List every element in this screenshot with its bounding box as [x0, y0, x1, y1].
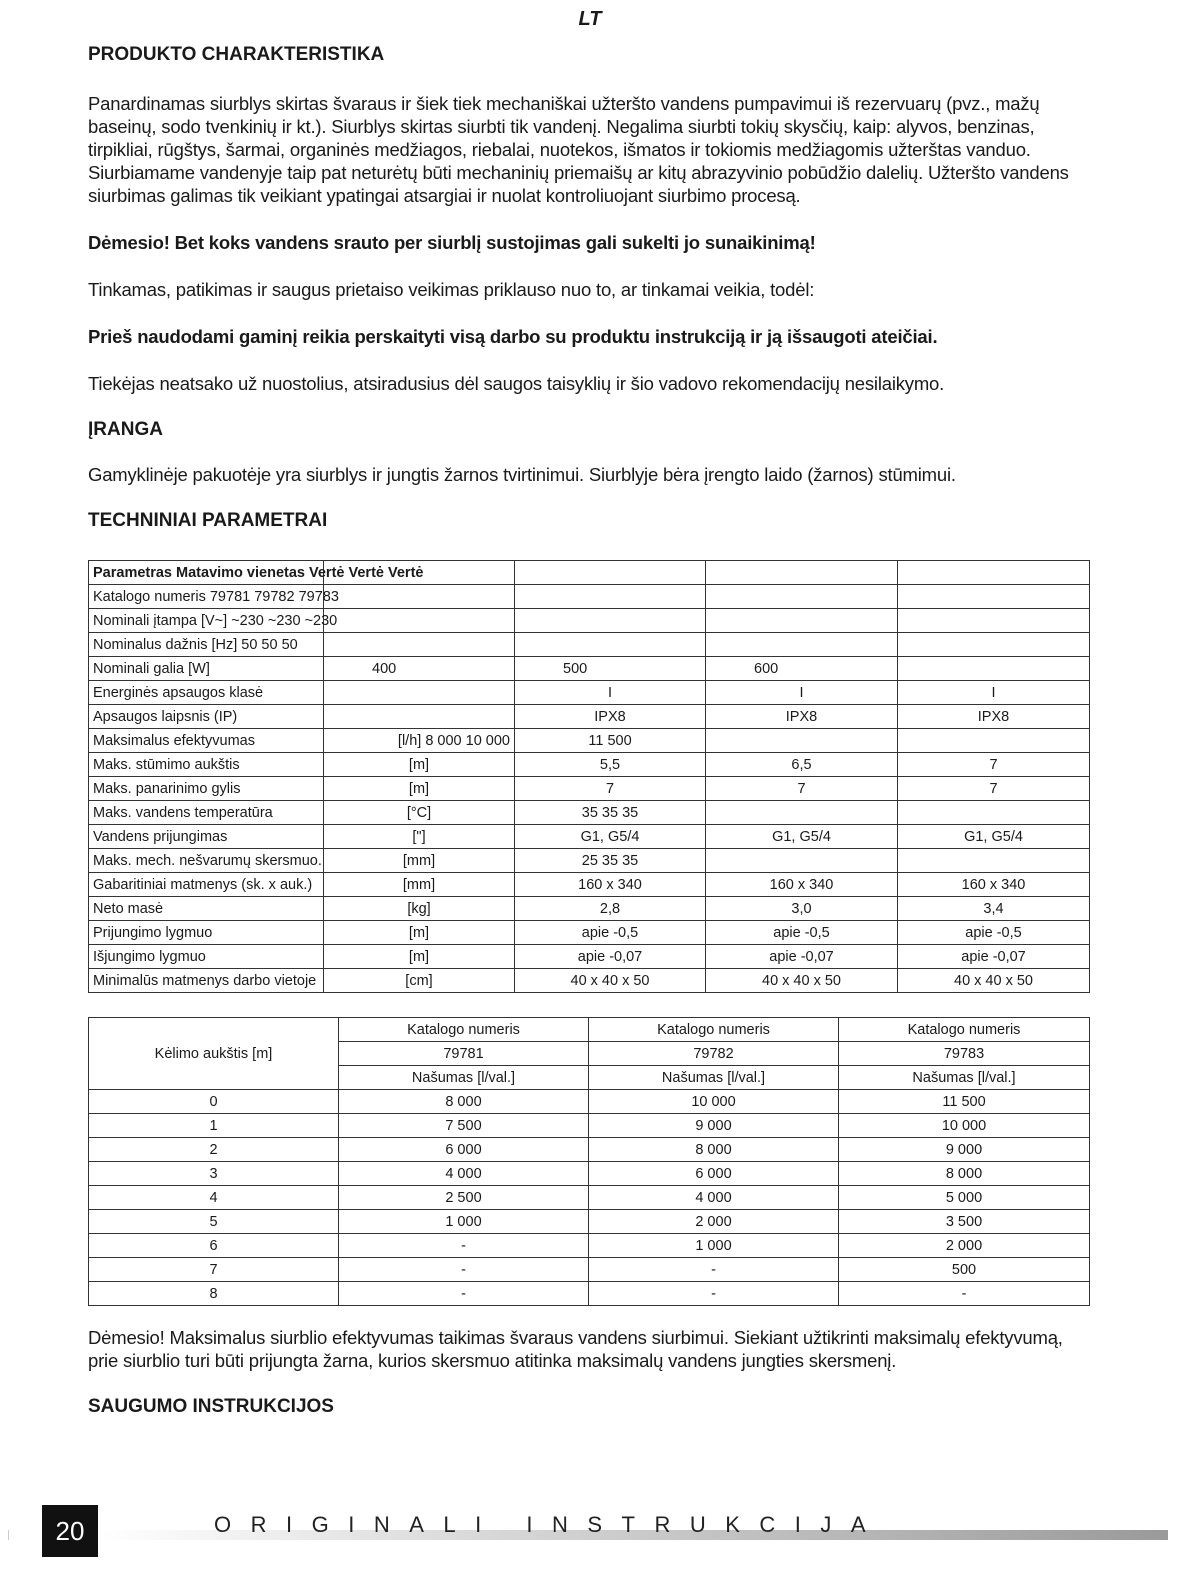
flow-value-cell: 9 000	[839, 1138, 1090, 1162]
paragraph-intro: Panardinamas siurblys skirtas švaraus ir šiek tiek mechaniškai užteršto vandens pumpavimui iš rezervuarų (pvz., mažų baseinų, sodo tvenkinių ir kt.). Siurblys skirtas siurbti tik vandenį. Negalima siurbti tokių skysčių, kaip: alyvos, benzinas, tirpikliai, rūgštys, šarmai, organinės medžiagos, riebalai, nuotekos, išmatos ir tokiomis medžiagomis užterštas vanduo. Siurbiamame vandenyje taip pat neturėtų būti mechaninių priemaišų ar kitų abrazyvinio pobūdžio dalelių. Užteršto vandens siurbimas galimas tik veikiant ypatingai atsargiai ir nuolat kontroliuojant siurbimo procesą.	[88, 93, 1069, 206]
table-cell: apie -0,07	[515, 945, 706, 969]
table-row	[89, 777, 1090, 801]
parameter-name-cell: Nominali įtampa [V~] ~230 ~230 ~230	[89, 609, 324, 633]
table-cell: 25 35 35	[515, 849, 706, 873]
flow-value-cell: 7 500	[339, 1114, 589, 1138]
table-cell	[898, 729, 1090, 753]
parameter-name-cell: Maks. stūmimo aukštis	[89, 753, 324, 777]
flow-value-cell: -	[339, 1258, 589, 1282]
catalog-label-cell: Katalogo numeris	[339, 1018, 589, 1042]
table-cell	[324, 585, 515, 609]
table-cell: [m]	[324, 945, 515, 969]
table-row	[89, 1258, 1090, 1282]
flow-value-cell: -	[339, 1282, 589, 1306]
table-cell: 3,0	[706, 897, 898, 921]
table-cell	[706, 633, 898, 657]
catalog-label-cell: Katalogo numeris	[839, 1018, 1090, 1042]
table-cell	[515, 633, 706, 657]
table-cell: 7	[898, 753, 1090, 777]
parameter-name-cell: Minimalūs matmenys darbo vietoje	[89, 969, 324, 993]
paragraph-warning: Dėmesio! Bet koks vandens srauto per siurblį sustojimas gali sukelti jo sunaikinimą!	[88, 232, 816, 253]
table-row	[89, 609, 1090, 633]
performance-table	[88, 1017, 1090, 1306]
table-cell	[515, 561, 706, 585]
table-header-cell: Parametras Matavimo vienetas Vertė Vertė Vertė	[89, 561, 324, 585]
lift-height-cell: 0	[89, 1090, 339, 1114]
lift-height-cell: 6	[89, 1234, 339, 1258]
table-cell: 7	[515, 777, 706, 801]
flow-value-cell: 6 000	[339, 1138, 589, 1162]
table-cell: 2,8	[515, 897, 706, 921]
table-cell	[324, 633, 515, 657]
content-column	[88, 40, 1090, 1420]
table-row	[89, 585, 1090, 609]
table-cell	[898, 585, 1090, 609]
table-row	[89, 729, 1090, 753]
parameter-name-cell: Nominalus dažnis [Hz] 50 50 50	[89, 633, 324, 657]
flow-value-cell: 9 000	[589, 1114, 839, 1138]
table-cell	[706, 849, 898, 873]
table-cell: 3,4	[898, 897, 1090, 921]
flow-value-cell: -	[839, 1282, 1090, 1306]
catalog-label-cell: Katalogo numeris	[589, 1018, 839, 1042]
parameter-name-cell: Maks. panarinimo gylis	[89, 777, 324, 801]
paragraph-liability: Tiekėjas neatsako už nuostolius, atsiradusius dėl saugos taisyklių ir šio vadovo rekomendacijų nesilaikymo.	[88, 373, 945, 394]
flow-value-cell: 10 000	[839, 1114, 1090, 1138]
lift-height-cell: 4	[89, 1186, 339, 1210]
section-title-product: PRODUKTO CHARAKTERISTIKA	[88, 44, 385, 65]
table-cell: I	[515, 681, 706, 705]
flow-value-cell: 8 000	[839, 1162, 1090, 1186]
flow-value-cell: 2 500	[339, 1186, 589, 1210]
table-cell	[898, 633, 1090, 657]
model-cell: 79782	[589, 1042, 839, 1066]
table-cell	[898, 657, 1090, 681]
flow-value-cell: 1 000	[589, 1234, 839, 1258]
flow-value-cell: -	[589, 1282, 839, 1306]
table-cell: G1, G5/4	[706, 825, 898, 849]
table-header-row	[89, 1018, 1090, 1042]
table-cell: G1, G5/4	[515, 825, 706, 849]
flow-value-cell: -	[339, 1234, 589, 1258]
table-cell: 5,5	[515, 753, 706, 777]
lift-height-cell: 7	[89, 1258, 339, 1282]
paragraph-read-instructions: Prieš naudodami gaminį reikia perskaityti visą darbo su produktu instrukciją ir ją išsaugoti ateičiai.	[88, 326, 938, 347]
flow-value-cell: -	[589, 1258, 839, 1282]
flow-value-cell: 8 000	[589, 1138, 839, 1162]
table-cell: 35 35 35	[515, 801, 706, 825]
table-row	[89, 705, 1090, 729]
lift-height-cell: 8	[89, 1282, 339, 1306]
lift-height-cell: 3	[89, 1162, 339, 1186]
table-row	[89, 1210, 1090, 1234]
section-title-equipment: ĮRANGA	[88, 419, 163, 440]
table-row	[89, 1282, 1090, 1306]
paragraph-equipment: Gamyklinėje pakuotėje yra siurblys ir jungtis žarnos tvirtinimui. Siurblyje bėra įrengto laido (žarnos) stūmimui.	[88, 464, 956, 485]
table-row	[89, 633, 1090, 657]
table-cell	[706, 609, 898, 633]
flow-value-cell: 2 000	[589, 1210, 839, 1234]
margin-mark	[8, 1530, 9, 1540]
page-number: 20	[42, 1505, 98, 1557]
flow-value-cell: 10 000	[589, 1090, 839, 1114]
table-row	[89, 825, 1090, 849]
table-row	[89, 849, 1090, 873]
table-cell: [cm]	[324, 969, 515, 993]
flow-value-cell: 4 000	[339, 1162, 589, 1186]
table-row	[89, 657, 1090, 681]
parameter-name-cell: Gabaritiniai matmenys (sk. x auk.)	[89, 873, 324, 897]
table-cell: 600	[706, 657, 898, 681]
table-cell	[324, 705, 515, 729]
model-cell: 79783	[839, 1042, 1090, 1066]
table-cell: [°C]	[324, 801, 515, 825]
table-cell	[515, 609, 706, 633]
flow-value-cell: 11 500	[839, 1090, 1090, 1114]
paragraph-operation: Tinkamas, patikimas ir saugus prietaiso veikimas priklauso nuo to, ar tinkamai veikia, todėl:	[88, 279, 815, 300]
lift-height-cell: 5	[89, 1210, 339, 1234]
table-cell: [l/h] 8 000 10 000	[324, 729, 515, 753]
table-cell	[324, 681, 515, 705]
paragraph-efficiency-note: Dėmesio! Maksimalus siurblio efektyvumas taikimas švaraus vandens siurbimui. Siekiant užtikrinti maksimalų efektyvumą, prie siurblio turi būti prijungta žarna, kurios skersmuo atitinka maksimalų vandens jungties skersmenį.	[88, 1327, 1063, 1371]
table-cell	[706, 729, 898, 753]
table-row	[89, 1162, 1090, 1186]
table-cell	[898, 561, 1090, 585]
table-cell	[898, 801, 1090, 825]
flow-value-cell: 8 000	[339, 1090, 589, 1114]
flow-value-cell: 1 000	[339, 1210, 589, 1234]
table-row	[89, 969, 1090, 993]
flow-value-cell: 3 500	[839, 1210, 1090, 1234]
table-cell: ["]	[324, 825, 515, 849]
table-cell: [m]	[324, 777, 515, 801]
table-cell: 400	[324, 657, 515, 681]
parameter-name-cell: Katalogo numeris 79781 79782 79783	[89, 585, 324, 609]
table-cell: apie -0,07	[706, 945, 898, 969]
parameter-name-cell: Išjungimo lygmuo	[89, 945, 324, 969]
table-cell: [kg]	[324, 897, 515, 921]
parameter-name-cell: Vandens prijungimas	[89, 825, 324, 849]
flow-label-cell: Našumas [l/val.]	[339, 1066, 589, 1090]
performance-body	[89, 1018, 1090, 1306]
table-cell: 500	[515, 657, 706, 681]
table-row	[89, 897, 1090, 921]
lift-height-cell: 1	[89, 1114, 339, 1138]
table-cell: apie -0,5	[898, 921, 1090, 945]
flow-value-cell: 6 000	[589, 1162, 839, 1186]
table-row	[89, 1090, 1090, 1114]
table-cell: IPX8	[706, 705, 898, 729]
table-row	[89, 873, 1090, 897]
table-cell: 6,5	[706, 753, 898, 777]
table-row	[89, 921, 1090, 945]
table-cell: IPX8	[515, 705, 706, 729]
table-cell: 40 x 40 x 50	[706, 969, 898, 993]
table-cell: I	[706, 681, 898, 705]
section-title-safety: SAUGUMO INSTRUKCIJOS	[88, 1396, 334, 1417]
table-cell: apie -0,5	[706, 921, 898, 945]
flow-value-cell: 4 000	[589, 1186, 839, 1210]
table-row	[89, 1138, 1090, 1162]
flow-value-cell: 500	[839, 1258, 1090, 1282]
parameter-name-cell: Apsaugos laipsnis (IP)	[89, 705, 324, 729]
parameter-name-cell: Maksimalus efektyvumas	[89, 729, 324, 753]
parameter-name-cell: Maks. mech. nešvarumų skersmuo.	[89, 849, 324, 873]
table-cell	[706, 585, 898, 609]
technical-parameters-body	[89, 561, 1090, 993]
table-cell: G1, G5/4	[898, 825, 1090, 849]
table-cell: apie -0,07	[898, 945, 1090, 969]
table-cell: 7	[898, 777, 1090, 801]
table-row	[89, 1114, 1090, 1138]
model-cell: 79781	[339, 1042, 589, 1066]
table-row	[89, 801, 1090, 825]
table-cell	[898, 849, 1090, 873]
table-cell: 40 x 40 x 50	[898, 969, 1090, 993]
table-cell: 11 500	[515, 729, 706, 753]
table-cell: apie -0,5	[515, 921, 706, 945]
table-cell: [m]	[324, 921, 515, 945]
table-cell: [mm]	[324, 873, 515, 897]
table-cell: 160 x 340	[515, 873, 706, 897]
table-row	[89, 681, 1090, 705]
table-cell	[706, 561, 898, 585]
table-cell: 160 x 340	[706, 873, 898, 897]
table-cell: 7	[706, 777, 898, 801]
language-code: LT	[578, 8, 602, 30]
table-cell: 40 x 40 x 50	[515, 969, 706, 993]
flow-label-cell: Našumas [l/val.]	[839, 1066, 1090, 1090]
lift-height-cell: 2	[89, 1138, 339, 1162]
flow-label-cell: Našumas [l/val.]	[589, 1066, 839, 1090]
parameter-name-cell: Energinės apsaugos klasė	[89, 681, 324, 705]
flow-value-cell: 5 000	[839, 1186, 1090, 1210]
table-row	[89, 753, 1090, 777]
technical-parameters-table	[88, 560, 1090, 993]
table-row	[89, 1186, 1090, 1210]
table-row	[89, 1234, 1090, 1258]
table-cell	[898, 609, 1090, 633]
parameter-name-cell: Nominali galia [W]	[89, 657, 324, 681]
table-cell: [m]	[324, 753, 515, 777]
table-cell	[324, 609, 515, 633]
table-row	[89, 945, 1090, 969]
table-cell	[706, 801, 898, 825]
table-cell: IPX8	[898, 705, 1090, 729]
footer-title: ORIGINALI INSTRUKCIJA	[214, 1512, 886, 1537]
lift-height-header: Kėlimo aukštis [m]	[89, 1018, 339, 1090]
section-title-technical: TECHNINIAI PARAMETRAI	[88, 510, 328, 531]
parameter-name-cell: Neto masė	[89, 897, 324, 921]
table-cell: 160 x 340	[898, 873, 1090, 897]
table-cell: [mm]	[324, 849, 515, 873]
table-cell	[515, 585, 706, 609]
table-cell: I	[898, 681, 1090, 705]
parameter-name-cell: Prijungimo lygmuo	[89, 921, 324, 945]
table-header-row	[89, 561, 1090, 585]
parameter-name-cell: Maks. vandens temperatūra	[89, 801, 324, 825]
flow-value-cell: 2 000	[839, 1234, 1090, 1258]
